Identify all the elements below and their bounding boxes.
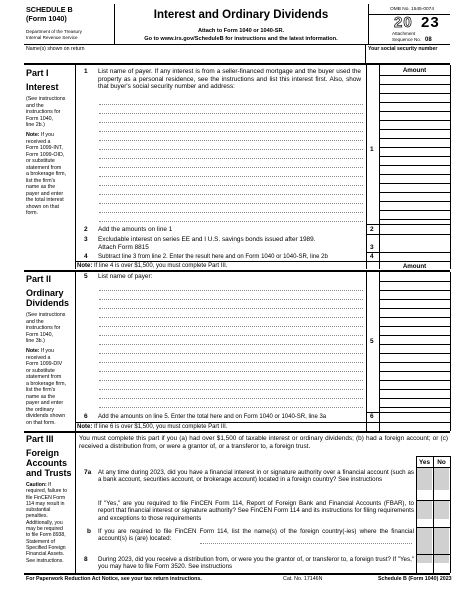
line-7a-yes-checkbox[interactable] bbox=[417, 491, 432, 499]
line-6-note: Note: If line 6 is over $1,500, you must complete Part III. bbox=[77, 424, 228, 430]
line-8-no-checkbox[interactable] bbox=[434, 564, 449, 572]
part-i-see-instructions: (See instructions and the instructions for Form 1040, line 2b.) bbox=[26, 96, 66, 128]
names-label: Name(s) shown on return bbox=[26, 46, 85, 52]
part-i-label: Part I bbox=[26, 68, 49, 78]
line-4-amount[interactable] bbox=[380, 252, 450, 261]
line-7a-number: 7a bbox=[84, 469, 92, 476]
part-i-note: Note: If you received a Form 1099-INT, Form 1099-OID, or substitute statement from a brokerage firm, list the firm's name as the payer and enter the total interest shown on that form. bbox=[26, 132, 67, 216]
line-2-amount[interactable] bbox=[380, 225, 450, 234]
goto-instruction: Go to www.irs.gov/ScheduleB for instructions and the latest information. bbox=[144, 36, 338, 42]
schedule-label: SCHEDULE B bbox=[26, 5, 73, 14]
line-7a-fbar-question: If "Yes," are you required to file FinCEN Form 114, Report of Foreign Bank and Financial Accounts (FBAR), to report that financial interest or signature authority? See FinCEN Form 114 and its instructions for filing requirements and exceptions to those requirements bbox=[98, 500, 414, 522]
footer-form-id: Schedule B (Form 1040) 2023 bbox=[378, 576, 452, 582]
line-5-box-number: 5 bbox=[370, 338, 374, 345]
page-title: Interest and Ordinary Dividends bbox=[153, 9, 329, 21]
line-6-label: Add the amounts on line 5. Enter the total here and on Form 1040 or 1040-SR, line 3a bbox=[98, 414, 327, 420]
tax-year-bold: 23 bbox=[421, 14, 440, 31]
line-6-box-number: 6 bbox=[370, 413, 374, 420]
part-ii-label: Part II bbox=[26, 274, 52, 284]
ssn-field[interactable] bbox=[366, 54, 450, 63]
line-4-label: Subtract line 3 from line 2. Enter the result here and on Form 1040 or 1040-SR, line 2b bbox=[98, 254, 328, 260]
line-3-label-1: Excludable interest on series EE and I U.S. savings bonds issued after 1989. bbox=[98, 236, 316, 243]
line-5-label: List name of payer: bbox=[98, 273, 153, 280]
part-iii-intro: You must complete this part if you (a) had over $1,500 of taxable interest or ordinary dividends; (b) had a foreign account; or (c) received a distribution from, or were a grantor of, or a transferor to, a foreign trust. bbox=[79, 435, 448, 450]
line-7a-no-checkbox[interactable] bbox=[434, 491, 449, 499]
attach-instruction: Attach to Form 1040 or 1040-SR. bbox=[197, 28, 285, 34]
line-3-label-2: Attach Form 8815 bbox=[98, 244, 149, 251]
part-i-amount-header: Amount bbox=[402, 67, 427, 74]
part-ii-title-1: Ordinary bbox=[26, 288, 64, 298]
sequence-number: 08 bbox=[425, 37, 432, 43]
line-3-box-number: 3 bbox=[370, 244, 374, 251]
part-iii-title-1: Foreign bbox=[26, 448, 59, 458]
form-label: (Form 1040) bbox=[26, 14, 67, 23]
line-6-amount[interactable] bbox=[380, 413, 450, 422]
line-4-box-number: 4 bbox=[370, 253, 374, 260]
line-7a-fbar-no-checkbox[interactable] bbox=[434, 520, 449, 527]
part-ii-title-2: Dividends bbox=[26, 298, 70, 308]
line-3-number: 3 bbox=[84, 236, 88, 243]
line-7a-question: At any time during 2023, did you have a financial interest in or signature authority over a financial account (such as a bank account, securities account, or brokerage account) located in a foreign country? See instructions bbox=[98, 469, 414, 484]
part-ii-see-instructions: (See instructions and the instructions for Form 1040, line 3b.) bbox=[26, 312, 66, 344]
part-iii-title-3: and Trusts bbox=[26, 468, 72, 478]
part-iii-caution: Caution: If required, failure to file FinCEN Form 114 may result in substantial penalties. Additionally, you may be required to file Form 8938, Statement of Specified Foreign Financial Assets. See instructions. bbox=[26, 482, 68, 564]
names-field[interactable] bbox=[24, 54, 364, 63]
line-2-number: 2 bbox=[84, 226, 88, 233]
line-3-amount[interactable] bbox=[380, 243, 450, 252]
sequence-label: Sequence No. bbox=[392, 37, 422, 42]
line-7b-country-field[interactable] bbox=[200, 536, 412, 544]
line-8-question: During 2023, did you receive a distribution from, or were you the grantor of, or transferor to, a foreign trust? If "Yes," you may have to file Form 3520. See instructions bbox=[98, 556, 414, 571]
dept-label: Department of the Treasury bbox=[26, 29, 82, 34]
no-column-header: No bbox=[437, 459, 446, 466]
paperwork-notice: For Paperwork Reduction Act Notice, see your tax return instructions. bbox=[26, 576, 202, 582]
line-2-label: Add the amounts on line 1 bbox=[98, 226, 173, 233]
attachment-label: Attachment bbox=[392, 31, 416, 36]
part-iii-label: Part III bbox=[26, 434, 54, 444]
line-2-box-number: 2 bbox=[370, 226, 374, 233]
line-4-number: 4 bbox=[84, 253, 88, 260]
omb-number: OMB No. 1545-0074 bbox=[390, 7, 434, 12]
part-iii-title-2: Accounts bbox=[26, 458, 68, 468]
line-8-number: 8 bbox=[84, 556, 88, 563]
line-7a-fbar-yes-checkbox[interactable] bbox=[417, 520, 432, 527]
line-4-note: Note: If line 4 is over $1,500, you must complete Part III. bbox=[77, 263, 228, 269]
line-1-box-number: 1 bbox=[370, 146, 374, 153]
yes-column-header: Yes bbox=[418, 459, 431, 466]
line-7b-number: b bbox=[87, 528, 91, 535]
tax-year-outline: 20 bbox=[394, 14, 413, 31]
catalog-number: Cat. No. 17146N bbox=[283, 576, 323, 582]
irs-label: Internal Revenue Service bbox=[26, 35, 78, 40]
part-ii-note: Note: If you received a Form 1099-DIV or substitute statement from a brokerage firm, list the firm's name as the payer and enter the ordinary dividends shown on that form. bbox=[26, 348, 67, 426]
ssn-label: Your social security number bbox=[368, 46, 438, 52]
line-5-number: 5 bbox=[84, 273, 88, 280]
part-ii-amount-header: Amount bbox=[402, 263, 427, 270]
line-7b-question: If you are required to file FinCEN Form 114, list the name(s) of the foreign country(-ies) where the financial account(s) is (are) located: bbox=[98, 528, 414, 543]
line-1-number: 1 bbox=[84, 68, 88, 75]
part-i-title: Interest bbox=[26, 82, 59, 92]
line-8-yes-checkbox[interactable] bbox=[417, 564, 432, 572]
line-6-number: 6 bbox=[84, 413, 88, 420]
line-1-instructions: List name of payer. If any interest is from a seller-financed mortgage and the buyer used the property as a personal residence, see the instructions and list this interest first. Also, show that buyer's social security number and address: bbox=[98, 68, 361, 91]
